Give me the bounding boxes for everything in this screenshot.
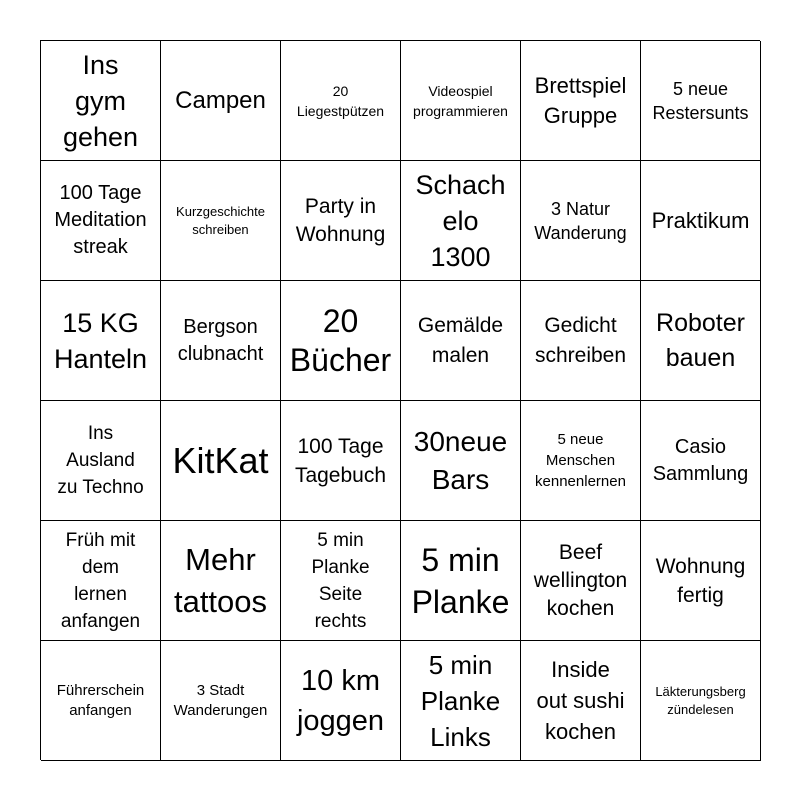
bingo-cell-text: Roboter bauen [656,308,745,372]
bingo-cell-text: Casio Sammlung [652,435,749,485]
bingo-cell[interactable] [401,521,521,641]
bingo-cell-text: Bergson clubnacht [177,315,264,365]
bingo-cell-text: Beef wellington kochen [533,540,628,620]
bingo-cell-text: 20 Bücher [289,302,392,378]
bingo-cell-text: Campen [175,86,266,114]
bingo-cell-text: Kurzgeschichte schreiben [176,203,265,237]
bingo-cell[interactable] [521,161,641,281]
bingo-cell[interactable] [401,401,521,521]
bingo-cell-text: Schach elo 1300 [415,169,506,272]
bingo-cell-text: Wohnung fertig [655,554,746,607]
bingo-cell[interactable] [521,521,641,641]
bingo-cell[interactable] [281,641,401,761]
bingo-cell[interactable] [521,401,641,521]
bingo-cell[interactable] [161,161,281,281]
bingo-cell[interactable] [281,41,401,161]
bingo-cell[interactable] [281,521,401,641]
bingo-cell-text: Ins Ausland zu Techno [57,423,144,498]
bingo-cell-text: 15 KG Hanteln [53,307,148,374]
bingo-cell-text: Führerschein anfangen [56,681,145,719]
bingo-cell[interactable] [281,401,401,521]
bingo-cell[interactable] [521,41,641,161]
bingo-cell-text: KitKat [172,439,269,481]
bingo-cell[interactable] [641,41,761,161]
bingo-cell-text: Gemälde malen [417,313,504,367]
bingo-cell[interactable] [401,281,521,401]
bingo-cell-text: 5 min Planke Links [420,649,501,752]
bingo-cell-text: Läkterungsberg zündelesen [655,683,746,717]
bingo-cell-text: 3 Stadt Wanderungen [173,681,268,719]
bingo-cell[interactable] [161,281,281,401]
bingo-cell-text: Inside out sushi kochen [536,657,625,744]
bingo-cell[interactable] [641,281,761,401]
bingo-cell-text: 5 min Planke [411,541,510,620]
bingo-cell[interactable] [521,281,641,401]
bingo-cell[interactable] [401,41,521,161]
bingo-cell[interactable] [41,401,161,521]
bingo-cell-text: Früh mit dem lernen anfangen [60,529,141,632]
bingo-cell-text: 3 Natur Wanderung [534,198,627,243]
bingo-cell-text: 30neue Bars [413,425,508,495]
bingo-cell[interactable] [41,41,161,161]
bingo-cell-text: 10 km joggen [296,664,385,737]
bingo-cell[interactable] [161,641,281,761]
bingo-cell-text: Gedicht schreiben [534,313,627,367]
bingo-cell-text: 5 neue Restersunts [652,78,749,123]
bingo-cell[interactable] [161,521,281,641]
bingo-cell[interactable] [41,521,161,641]
bingo-cell[interactable] [641,641,761,761]
bingo-cell[interactable] [41,161,161,281]
bingo-cell-text: Mehr tattoos [173,541,268,619]
bingo-cell-text: Praktikum [651,208,750,233]
bingo-cell[interactable] [161,401,281,521]
bingo-cell-text: 5 min Planke Seite rechts [311,529,370,632]
bingo-cell[interactable] [641,401,761,521]
bingo-board [40,40,760,760]
bingo-cell-text: Brettspiel Gruppe [534,72,627,128]
bingo-cell[interactable] [281,281,401,401]
bingo-cell-text: Ins gym gehen [62,49,139,152]
bingo-cell[interactable] [41,641,161,761]
bingo-cell-text: Videospiel programmieren [413,82,508,119]
bingo-cell[interactable] [521,641,641,761]
bingo-cell[interactable] [641,521,761,641]
bingo-cell[interactable] [161,41,281,161]
bingo-cell-text: Party in Wohnung [295,194,386,246]
bingo-cell-text: 5 neue Menschen kennenlernen [535,431,626,490]
bingo-cell[interactable] [401,641,521,761]
bingo-cell-text: 20 Liegestpützen [296,82,385,119]
bingo-cell[interactable] [41,281,161,401]
bingo-cell[interactable] [281,161,401,281]
bingo-cell-text: 100 Tage Meditation streak [54,182,147,258]
bingo-cell-text: 100 Tage Tagebuch [294,434,387,487]
bingo-cell[interactable] [401,161,521,281]
bingo-cell[interactable] [641,161,761,281]
